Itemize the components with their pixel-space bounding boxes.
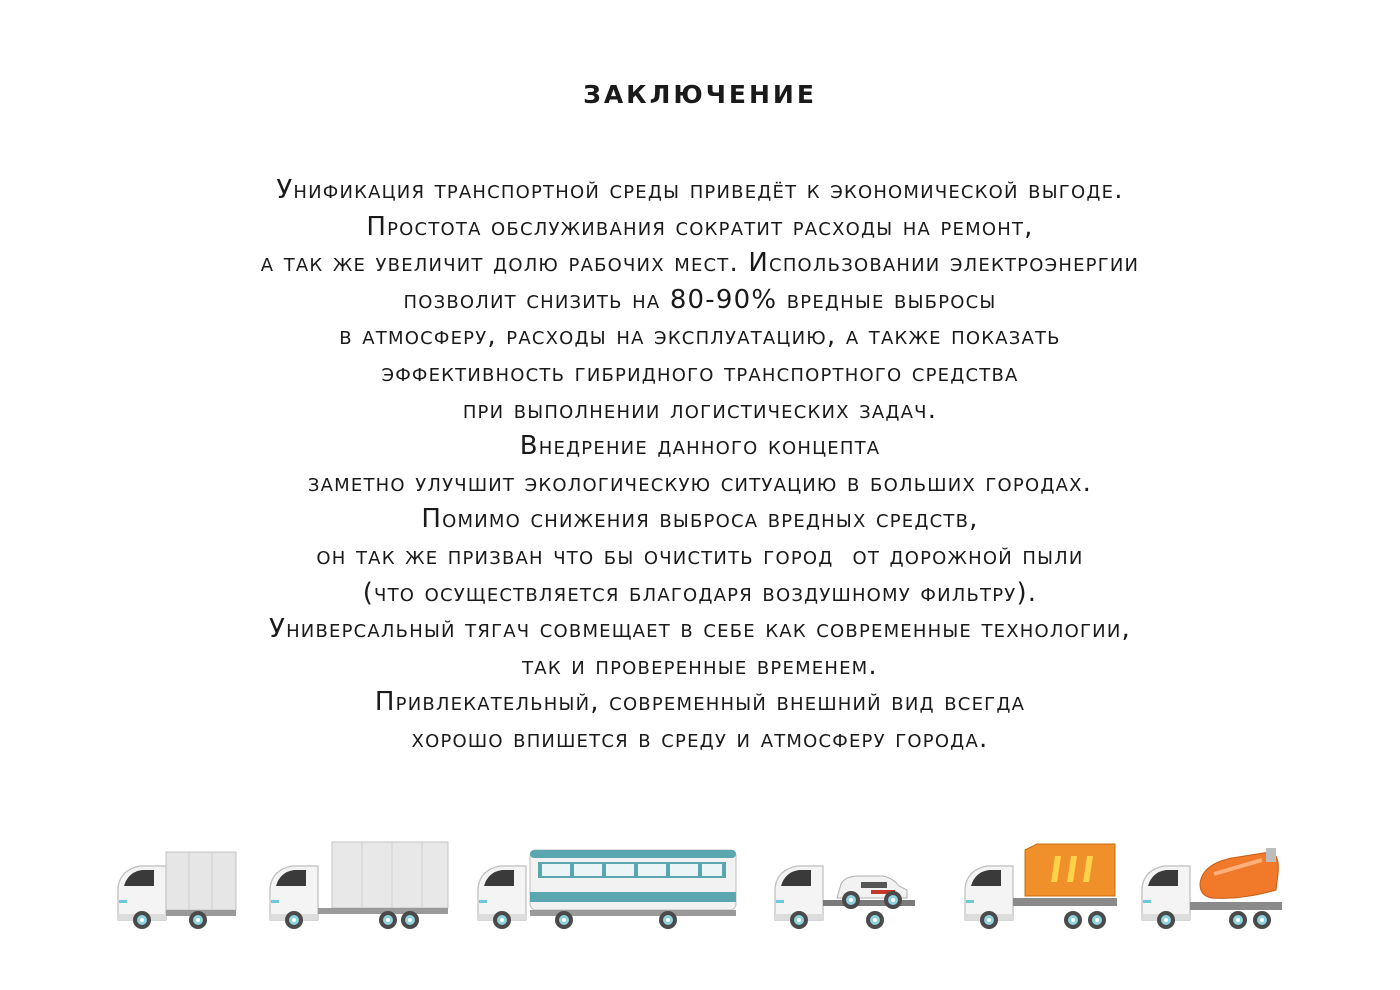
car-carrier-icon [775, 866, 915, 929]
text-line: Помимо снижения выброса вредных средств, [421, 504, 979, 535]
small-box-truck-icon [118, 852, 236, 929]
text-line: Привлекательный, современный внешний вид всегда [374, 687, 1026, 718]
dump-truck-icon [965, 844, 1117, 929]
text-line: эффективность гибридного транспортного средства [381, 357, 1019, 388]
text-line: в атмосферу, расходы на эксплуатацию, а также показать [339, 321, 1061, 352]
large-box-truck-icon [270, 842, 448, 929]
text-line: Универсальный тягач совмещает в себе как современные технологии, [269, 614, 1131, 645]
text-line: Унификация транспортной среды приведёт к экономической выгоде. [276, 175, 1124, 205]
text-line: Простота обслуживания сократит расходы на ремонт, [366, 211, 1034, 242]
bus-icon [478, 850, 736, 929]
text-line: Внедрение данного концепта [519, 431, 881, 462]
text-line: позволит снизить на 80-90% вредные выбросы [403, 284, 997, 315]
text-line: (что осуществляется благодаря воздушному фильтру). [362, 577, 1038, 608]
text-line: хорошо впишется в среду и атмосферу города. [411, 723, 989, 754]
text-line: а так же увеличит долю рабочих мест. Использовании электроэнергии [260, 248, 1140, 279]
text-line: он так же призван что бы очистить город от дорожной пыли [316, 540, 1084, 571]
concrete-mixer-icon [1142, 848, 1282, 929]
text-line: при выполнении логистических задач. [462, 394, 938, 425]
conclusion-text [0, 172, 1400, 758]
page-title: ЗАКЛЮЧЕНИЕ [583, 80, 817, 109]
vehicle-lineup [0, 830, 1400, 930]
text-line: заметно улучшит экологическую ситуацию в больших городах. [307, 467, 1093, 498]
text-line: так и проверенные временем. [522, 650, 878, 681]
